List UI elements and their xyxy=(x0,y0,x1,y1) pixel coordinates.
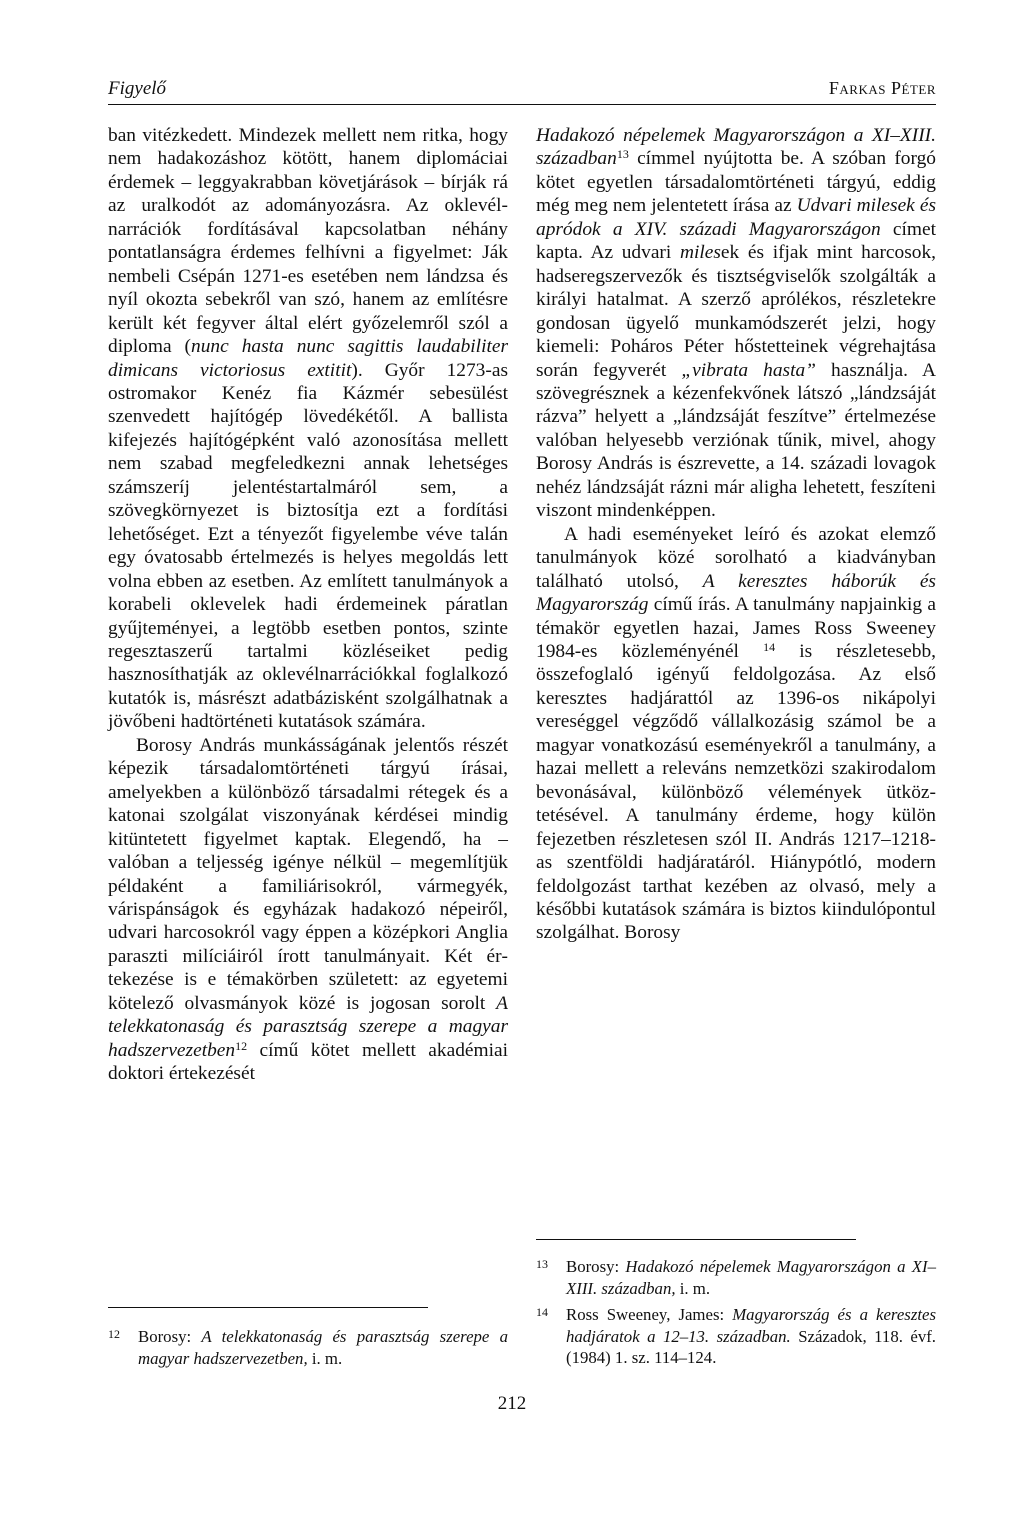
footnote-14: 14 Ross Sweeney, James: Magyarország és a keresztes hadjáratok a 12–13. században. Századok, 118. évf. (1984) 1. sz. 114–124. xyxy=(536,1305,937,1367)
page-number: 212 xyxy=(497,1393,527,1414)
footnote-13: 13 Borosy: Hadakozó népelemek Magyarországon a XI–XIII. században, i. m. xyxy=(536,1257,937,1298)
book-title: Hadakozó népelemek Magyarországon a XI–XIII. században xyxy=(536,125,936,170)
footnote-ref[interactable]: 14 xyxy=(763,639,776,654)
latin-quote: nunc hasta nunc sagittis laudabiliter dimicans victoriosus extitit xyxy=(108,336,508,381)
book-title: Udvari milesek és apródok a XIV. századi Magyarországon xyxy=(536,195,936,240)
book-title: A telekkatonaság és parasztság szerepe a magyar hadszervezetben xyxy=(108,992,508,1061)
latin-quote: „vibrata hasta” xyxy=(681,359,816,381)
paragraph: Borosy András munkásságának jelentős részét képezik társadalomtörténeti tárgyú írásai, amelyekben a különböző társadalmi rétegek és a katonai szolgálat viszonyának kérdései mindig kitüntetett figyelmet kaptak. Elegendő, ha – valóban a teljesség igénye nélkül – megemlítjük példaként a familiárisokról, vármegyék, várispánságok és egyházak hadakozó népeiről, udvari harcosokról vagy éppen a középkori Anglia paraszti milíciáiról írott tanulmányait. Két értekezése is e témakörben született: az egyetemi kötelező olvasmányok közé is jogosan sorolt A telekkatonaság és parasztság szerepe a magyar hadszervezetben$^{12}$ című kötet mellett akadémiai doktori értekezését xyxy=(108,734,508,1085)
footnote-ref[interactable]: 12 xyxy=(235,1038,248,1053)
footnote-number: 14 xyxy=(536,1305,548,1319)
author-name: Farkas Péter xyxy=(828,78,936,98)
paragraph: A hadi eseményeket leíró és azokat elemző tanulmányok közé sorolható a kiadványban található utolsó, A keresztes háborúk és Magyarország című írás. A tanulmány napjainkig a témakör egyetlen hazai, James Ross Sweeney 1984-es közleményénél $^{14}$ is részletesebb, összefoglaló igényű feldolgozása. Az első keresztes hadjárattól az 1396-os nikápolyi vereséggel végződő vállalkozásig számol be a magyar vonatkozású eseményekről a tanulmány, a hazai mellett a releváns nemzetközi szakirodalom bevonásával, különböző vélemények ütköztetésével. A tanulmány érdeme, hogy külön fejezetben részletesen szól II. András 1217–1218-as szentföldi hadjáratáról. Hiánypótló, modern feldolgozást tarthat kezében az olvasó, mely a későbbi kutatások számára is biztos kiindulópontul szolgálhat. Borosy xyxy=(536,523,936,944)
footnote-separator xyxy=(536,1239,856,1240)
running-head xyxy=(108,70,936,105)
left-column xyxy=(108,124,508,1086)
footnote-number: 13 xyxy=(536,1257,548,1271)
section-title: Figyelő xyxy=(108,78,167,99)
paragraph: Hadakozó népelemek Magyarországon a XI–XIII. században$^{13}$ címmel nyújtotta be. A szóban forgó kötet egyetlen társadalomtörténeti tárgyú, eddig még meg nem jelentetett írása az Udvari milesek és apródok a XIV. századi Magyarországon címet kapta. Az udvari milesek és ifjak mint harcosok, hadseregszervezők és tisztségviselők szolgálták a királyi hatalmat. A szerző aprólékos, részletekre gondosan ügyelő munkamódszerét jelzi, hogy kiemeli: Poháros Péter hőstetteinek végrehajtása során fegyverét „vibrata hasta” használja. A szövegrésznek a kézenfekvőnek látszó „lándzsáját rázva” helyett a „lándzsáját feszítve” értelmezése valóban helyesebb verziónak tűnik, mivel, ahogy Borosy András is észrevette, a 14. századi lovagok nehéz lándzsáját rázni már aligha lehetett, feszíteni viszont mindenképpen. xyxy=(536,125,936,522)
footnote-12: 12 Borosy: A telekkatonaság és parasztság szerepe a magyar hadszervezetben, i. m. xyxy=(108,1327,509,1368)
paragraph: ban vitézkedett. Mindezek mellett nem ritka, hogy nem hadakozáshoz kötött, hanem diplomáciai érdemek – leggyakrabban követjárások – bírják rá az uralkodót az adományozásra. Az oklevél-narrációk fordításával kapcsolatban néhány pontatlanságra érdemes felhívni a figyelmet: Ják nembeli Csépán 1271-es esetében nem lándzsa és nyíl okozta sebekről van szó, hanem az említésre került két fegyver által elért győzelemről szól a diploma (nunc hasta nunc sagittis laudabiliter dimicans victoriosus extitit). Győr 1273-as ostromakor Kenéz fia Kázmér sebesülést szenvedett hajítógép lövedékétől. A ballista kifejezés hajítógépként való azonosítása mellett nem szabad megfeledkezni annak lehetséges számszeríj jelentéstartalmáról sem, a szövegkörnyezet is biztosítja ezt a fordítási lehetőséget. Ezt a tényezőt figyelembe véve talán egy óvatosabb értelmezés is helyes megoldás lett volna ebben az esetben. Az említett tanulmányok a korabeli oklevelek hadi érdemeinek páratlan gyűjteményei, a legtöbb esetben pontos, szinte regesztaszerű tartalmi közléseiket pedig hasznosíthatják az oklevélnarrációkkal foglalkozó kutatók is, másrészt adatbázisként szolgálhatnak a jövőbeni hadtörténeti kutatások számára. xyxy=(108,125,508,733)
term: miles xyxy=(679,242,721,264)
book-title: A keresztes háborúk és Magyarország xyxy=(536,570,936,616)
footnote-ref[interactable]: 13 xyxy=(616,147,629,162)
footnote-separator xyxy=(108,1307,428,1308)
footnote-number: 12 xyxy=(108,1327,120,1341)
right-column xyxy=(536,124,936,945)
